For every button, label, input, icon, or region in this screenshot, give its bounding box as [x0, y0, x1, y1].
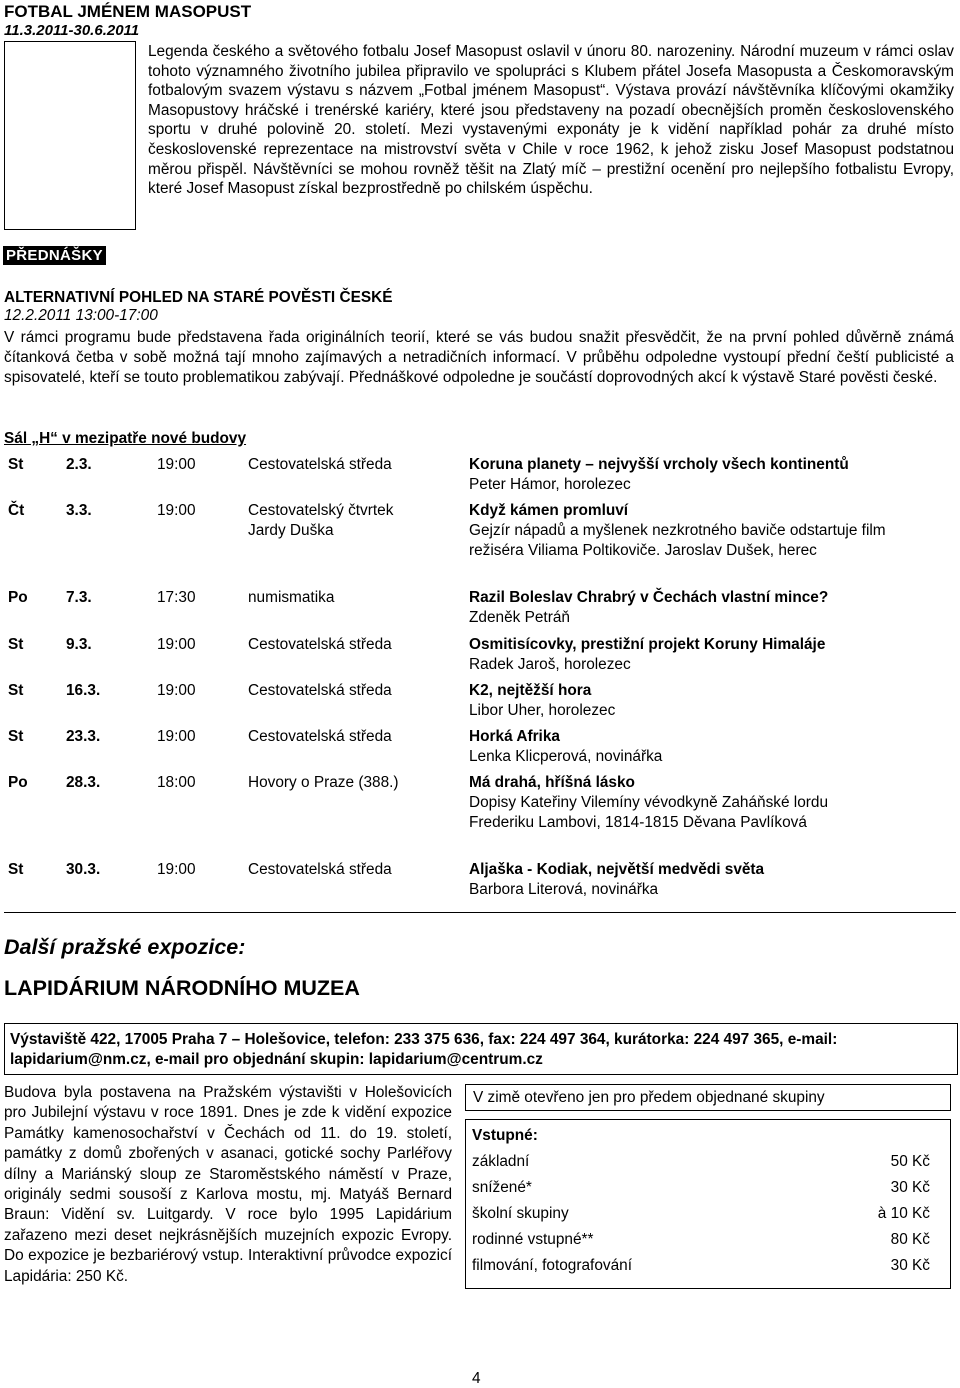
- price-value: à 10 Kč: [877, 1205, 930, 1222]
- event-date: 9.3.: [66, 636, 92, 653]
- event-series: Cestovatelská středa: [248, 636, 392, 653]
- exhibition-title: FOTBAL JMÉNEM MASOPUST: [4, 2, 252, 21]
- event-series: numismatika: [248, 589, 335, 606]
- event-day: St: [8, 682, 24, 699]
- event-date: 30.3.: [66, 861, 101, 878]
- event-series: Cestovatelská středa: [248, 728, 392, 745]
- exhibition-description: Legenda českého a světového fotbalu Josef Masopust oslavil v únoru 80. narozeniny. Národní muzeum v rámci oslav tohoto významného životního jubilea připravilo ve spolupráci s Klubem přátel Josefa Masopusta a Českomoravským fotbalovým svazem výstavu s názvem „Fotbal jménem Masopust“. Výstava provází návštěvníka klíčovými okamžiky Masopustovy hráčské i trenérské kariéry, které jsou představeny na pozadí obecnějších proměn československého sportu v druhé polovině 20. století. Mezi vystavenými exponáty je k vidění například pohár za druhé místo československé reprezentace na mistrovství světa v Chile v roce 1962, k jehož zisku Josef Masopust podstatnou měrou přispěl. Návštěvníci se mohou rovněž těšit na Zlatý míč – prestižní ocenění pro nejlepšího fotbalistu Evropy, které Josef Masopust získal bezprostředně po chilském úspěchu.: [148, 43, 954, 198]
- contact-box: Výstaviště 422, 17005 Praha 7 – Holešovice, telefon: 233 375 636, fax: 224 497 364, kurátorka: 224 497 365, e-mail: lapidarium@nm.cz, e-mail pro objednání skupin: lapidarium@centrum.cz: [4, 1023, 958, 1075]
- lapidarium-title: LAPIDÁRIUM NÁRODNÍHO MUZEA: [4, 976, 360, 1000]
- event-time: 19:00: [157, 682, 196, 699]
- price-value: 80 Kč: [890, 1231, 930, 1248]
- event-time: 19:00: [157, 728, 196, 745]
- lapidarium-description: Budova byla postavena na Pražském výstavišti v Holešovicích pro Jubilejní výstavu v roce 1891. Dnes je zde k vidění expozice Památky kamenosochařství v Čechách od 11. do 19. století, památky z domů zbořených v asanaci, gotické sochy Parléřovy dílny a Mariánský sloup ze Staroměstského náměstí v Praze, originály sedmi sousoší z Karlova mostu, mj. Matyáš Bernard Braun: Vidění sv. Luitgardy. V roce bylo 1995 Lapidárium zařazeno mezi deset nejkrásnějších muzejních expozic Evropy. Do expozice je bezbariérový vstup. Interaktivní průvodce expozicí Lapidária: 250 Kč.: [4, 1084, 452, 1285]
- event-date: 23.3.: [66, 728, 101, 745]
- event-info: Libor Uher, horolezec: [469, 701, 616, 719]
- price-label: snížené*: [472, 1179, 532, 1196]
- event-info: Lenka Klicperová, novinářka: [469, 747, 663, 765]
- event-date: 16.3.: [66, 682, 101, 699]
- lectures-label: PŘEDNÁŠKY: [3, 246, 106, 265]
- event-time: 19:00: [157, 861, 196, 878]
- event-date: 28.3.: [66, 774, 101, 791]
- event-day: Čt: [8, 502, 25, 519]
- event-date: 3.3.: [66, 502, 92, 519]
- event-title: K2, nejtěžší hora: [469, 682, 592, 699]
- event-time: 18:00: [157, 774, 196, 791]
- image-placeholder: [4, 41, 136, 230]
- event-title: Koruna planety – nejvyšší vrcholy všech kontinentů: [469, 456, 849, 473]
- price-value: 50 Kč: [890, 1153, 930, 1170]
- event-time: 19:00: [157, 456, 196, 473]
- event-series: Hovory o Praze (388.): [248, 774, 399, 791]
- event-title: Aljaška - Kodiak, největší medvědi světa: [469, 861, 765, 878]
- event-title: Horká Afrika: [469, 728, 560, 745]
- event-time: 19:00: [157, 502, 196, 519]
- lecture-datetime: 12.2.2011 13:00-17:00: [4, 307, 158, 324]
- price-label: školní skupiny: [472, 1205, 569, 1222]
- event-series: Cestovatelská středa: [248, 682, 392, 699]
- event-info: Radek Jaroš, horolezec: [469, 655, 631, 673]
- winter-note: V zimě otevřeno jen pro předem objednané skupiny: [465, 1084, 951, 1111]
- event-day: St: [8, 636, 24, 653]
- event-title: Razil Boleslav Chrabrý v Čechách vlastní mince?: [469, 589, 829, 606]
- event-info: Peter Hámor, horolezec: [469, 475, 631, 493]
- event-series: Cestovatelský čtvrtek Jardy Duška: [248, 502, 394, 539]
- event-series: Cestovatelská středa: [248, 861, 392, 878]
- price-value: 30 Kč: [890, 1179, 930, 1196]
- price-label: rodinné vstupné**: [472, 1231, 594, 1248]
- event-info: Dopisy Kateřiny Vilemíny vévodkyně Zaháňské lordu Frederiku Lambovi, 1814-1815 Děvana Pavlíková: [469, 793, 829, 831]
- event-time: 19:00: [157, 636, 196, 653]
- event-info: Barbora Literová, novinářka: [469, 880, 659, 898]
- page-number: 4: [472, 1370, 481, 1387]
- price-heading: Vstupné:: [472, 1127, 538, 1144]
- event-day: Po: [8, 774, 28, 791]
- event-day: St: [8, 728, 24, 745]
- other-expositions-heading: Další pražské expozice:: [4, 935, 246, 959]
- event-date: 2.3.: [66, 456, 92, 473]
- price-table: [465, 1119, 951, 1289]
- event-info: Gejzír nápadů a myšlenek nezkrotného baviče odstartuje film režiséra Viliama Poltikoviče. Jaroslav Dušek, herec: [469, 521, 886, 559]
- event-title: Když kámen promluví: [469, 502, 629, 519]
- section-divider: [4, 912, 956, 913]
- price-value: 30 Kč: [890, 1257, 930, 1274]
- event-info: Zdeněk Petráň: [469, 608, 570, 626]
- event-time: 17:30: [157, 589, 196, 606]
- lecture-title: ALTERNATIVNÍ POHLED NA STARÉ POVĚSTI ČESKÉ: [4, 289, 393, 306]
- hall-heading: Sál „H“ v mezipatře nové budovy: [4, 430, 247, 447]
- event-date: 7.3.: [66, 589, 92, 606]
- event-day: Po: [8, 589, 28, 606]
- price-label: filmování, fotografování: [472, 1257, 632, 1274]
- exhibition-dates: 11.3.2011-30.6.2011: [4, 22, 140, 39]
- price-label: základní: [472, 1153, 530, 1170]
- event-title: Osmitisícovky, prestižní projekt Koruny Himaláje: [469, 636, 826, 653]
- event-title: Má drahá, hříšná lásko: [469, 774, 635, 791]
- lecture-description: V rámci programu bude představena řada originálních teorií, které se vás budou snažit přesvědčit, že na první pohled důvěrně známá čítanková četba v sobě možná tají mnoho zajímavých a netradičních informací. V průběhu odpoledne vystoupí přední čeští publicisté a spisovatelé, kteří se touto problematikou zabývají. Přednáškové odpoledne je součástí doprovodných akcí k výstavě Staré pověsti české.: [4, 329, 954, 387]
- event-day: St: [8, 456, 24, 473]
- event-day: St: [8, 861, 24, 878]
- event-series: Cestovatelská středa: [248, 456, 392, 473]
